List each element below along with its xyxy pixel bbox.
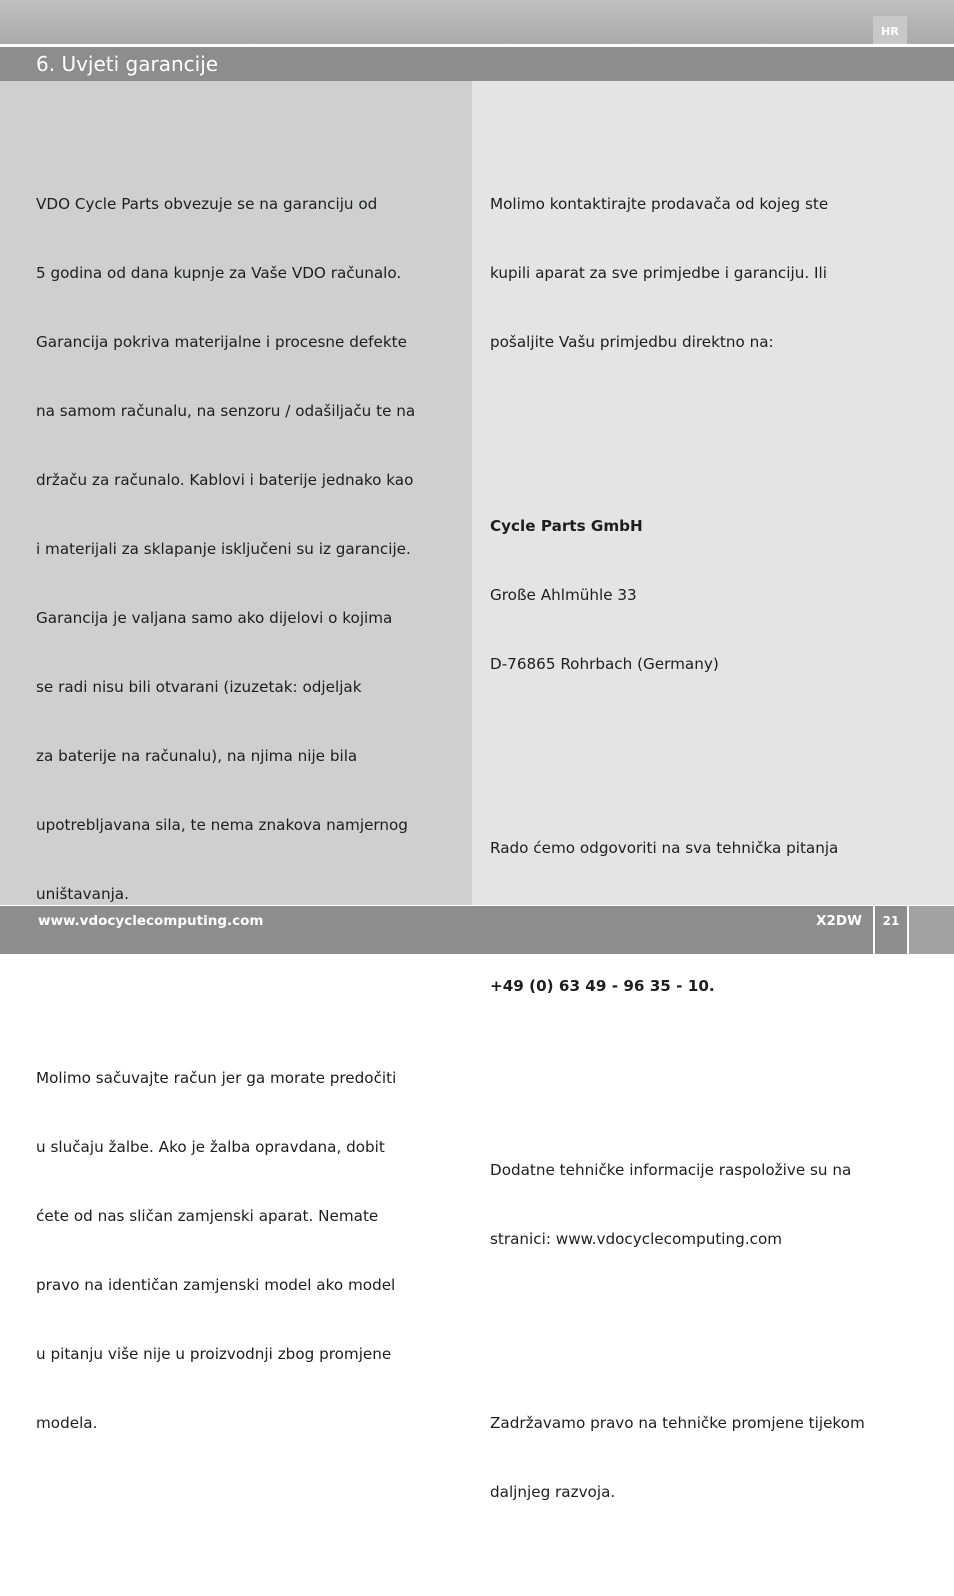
warranty-paragraph-1 [36, 147, 415, 952]
text-line: modela. [36, 1414, 98, 1432]
text-line: držaču za računalo. Kablovi i baterije jednako kao [36, 471, 414, 489]
text-line: Dodatne tehničke informacije raspoložive su na [490, 1161, 852, 1179]
info-section [490, 1113, 865, 1297]
warranty-text [36, 101, 415, 1527]
top-band [0, 0, 954, 44]
text-line: uništavanja. [36, 885, 129, 903]
page-number: 21 [882, 914, 900, 928]
disclaimer-section [490, 1366, 865, 1550]
contact-text [490, 101, 865, 1596]
company-address [490, 469, 865, 722]
text-line: i materijali za sklapanje isključeni su iz garancije. [36, 540, 411, 558]
page-title: 6. Uvjeti garancije [36, 52, 219, 76]
address-street: Große Ahlmühle 33 [490, 586, 637, 604]
text-line: za baterije na računalu), na njima nije bila [36, 747, 358, 765]
text-line: kupili aparat za sve primjedbe i garanciju. Ili [490, 264, 827, 282]
text-line: Molimo sačuvajte račun jer ga morate predočiti [36, 1069, 397, 1087]
text-line: 5 godina od dana kupnje za Vaše VDO računalo. [36, 264, 402, 282]
text-line: ćete od nas sličan zamjenski aparat. Nemate [36, 1207, 379, 1225]
warranty-paragraph-2 [36, 1021, 415, 1481]
text-line: u pitanju više nije u proizvodnji zbog promjene [36, 1345, 392, 1363]
text-line: Garancija je valjana samo ako dijelovi o kojima [36, 609, 393, 627]
language-tab: HR [873, 16, 907, 44]
text-line: Molimo kontaktirajte prodavača od kojeg ste [490, 195, 829, 213]
text-line: VDO Cycle Parts obvezuje se na garanciju od [36, 195, 378, 213]
address-city: D-76865 Rohrbach (Germany) [490, 655, 719, 673]
text-line: u slučaju žalbe. Ako je žalba opravdana, dobit [36, 1138, 385, 1156]
contact-intro [490, 147, 865, 400]
text-line: stranici: www.vdocyclecomputing.com [490, 1230, 783, 1248]
text-line: na samom računalu, na senzoru / odašiljaču te na [36, 402, 416, 420]
text-line: Garancija pokriva materijalne i procesne defekte [36, 333, 407, 351]
text-line: upotrebljavana sila, te nema znakova namjernog [36, 816, 408, 834]
text-line: pravo na identičan zamjenski model ako model [36, 1276, 396, 1294]
footer-tail [909, 906, 954, 954]
title-bar [0, 47, 954, 81]
text-line: Rado ćemo odgovoriti na sva tehnička pitanja [490, 839, 839, 857]
text-line: Zadržavamo pravo na tehničke promjene tijekom [490, 1414, 865, 1432]
text-line: daljnjeg razvoja. [490, 1483, 616, 1501]
footer-model: X2DW [816, 913, 862, 929]
text-line: se radi nisu bili otvarani (izuzetak: odjeljak [36, 678, 362, 696]
phone-number: +49 (0) 63 49 - 96 35 - 10. [490, 977, 715, 995]
footer-url: www.vdocyclecomputing.com [38, 913, 264, 929]
company-name: Cycle Parts GmbH [490, 517, 643, 535]
text-line: pošaljite Vašu primjedbu direktno na: [490, 333, 774, 351]
